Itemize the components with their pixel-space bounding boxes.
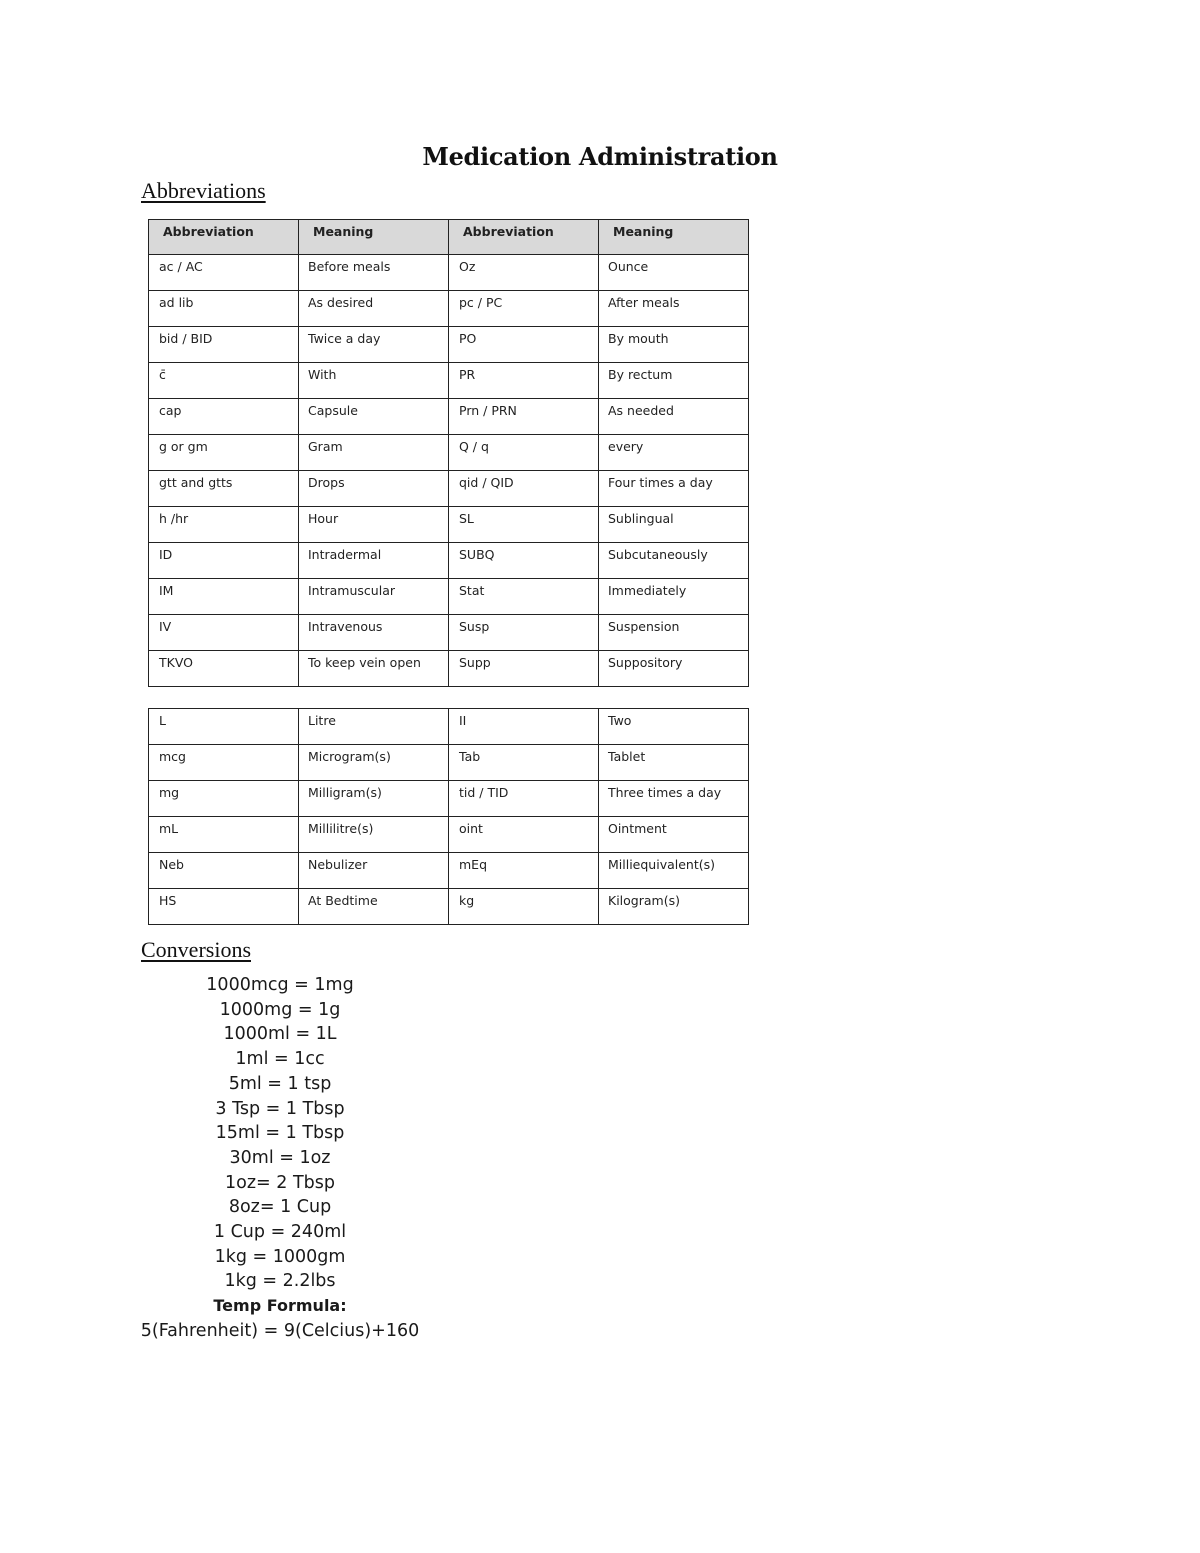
abbreviation-cell: HS: [149, 889, 299, 925]
abbreviation-cell: ID: [149, 543, 299, 579]
abbreviation-cell: Q / q: [449, 435, 599, 471]
abbreviation-cell: PR: [449, 363, 599, 399]
abbreviation-cell: mg: [149, 781, 299, 817]
meaning-cell: Ounce: [599, 255, 749, 291]
conversion-line: 1000ml = 1L: [223, 1024, 337, 1045]
meaning-cell: Millilitre(s): [299, 817, 449, 853]
meaning-cell: Suppository: [599, 651, 749, 687]
abbreviations-heading: Abbreviations: [141, 178, 266, 203]
abbreviation-cell: Supp: [449, 651, 599, 687]
abbreviation-cell: Stat: [449, 579, 599, 615]
abbreviation-cell: Tab: [449, 745, 599, 781]
meaning-cell: Twice a day: [299, 327, 449, 363]
abbreviation-cell: Susp: [449, 615, 599, 651]
abbreviation-cell: kg: [449, 889, 599, 925]
meaning-cell: Milliequivalent(s): [599, 853, 749, 889]
conversion-line: 1000mg = 1g: [219, 999, 341, 1020]
conversion-line: 1kg = 1000gm: [214, 1246, 346, 1267]
conversion-line: 1 Cup = 240ml: [213, 1222, 347, 1243]
column-header: Abbreviation: [149, 220, 299, 255]
conversion-line: 1oz= 2 Tbsp: [225, 1172, 335, 1193]
table-row: [149, 853, 749, 889]
abbreviation-cell: PO: [449, 327, 599, 363]
abbreviations-table-continued: [148, 708, 749, 925]
conversion-line: 3 Tsp = 1 Tbsp: [215, 1098, 345, 1119]
meaning-cell: Before meals: [299, 255, 449, 291]
abbreviations-table: [148, 219, 749, 687]
table-row: [149, 543, 749, 579]
table-row: [149, 781, 749, 817]
meaning-cell: Immediately: [599, 579, 749, 615]
column-header: Abbreviation: [449, 220, 599, 255]
abbreviation-cell: oint: [449, 817, 599, 853]
abbreviation-cell: Prn / PRN: [449, 399, 599, 435]
conversion-line: 5ml = 1 tsp: [228, 1073, 332, 1094]
meaning-cell: With: [299, 363, 449, 399]
abbreviation-cell: pc / PC: [449, 291, 599, 327]
meaning-cell: Intramuscular: [299, 579, 449, 615]
conversion-line: 30ml = 1oz: [229, 1147, 331, 1168]
table-row: [149, 817, 749, 853]
abbreviation-cell: II: [449, 709, 599, 745]
conversion-line: 1ml = 1cc: [235, 1049, 325, 1070]
meaning-cell: Three times a day: [599, 781, 749, 817]
meaning-cell: Gram: [299, 435, 449, 471]
table-row: [149, 435, 749, 471]
meaning-cell: Litre: [299, 709, 449, 745]
abbreviation-cell: TKVO: [149, 651, 299, 687]
abbreviation-cell: c̄: [149, 363, 299, 399]
abbreviation-cell: IV: [149, 615, 299, 651]
meaning-cell: Hour: [299, 507, 449, 543]
page-title: Medication Administration: [422, 142, 778, 171]
table-header-row: [149, 220, 749, 255]
conversion-line: 1000mcg = 1mg: [206, 975, 354, 995]
meaning-cell: Microgram(s): [299, 745, 449, 781]
abbreviation-cell: qid / QID: [449, 471, 599, 507]
table-row: [149, 255, 749, 291]
temp-formula-title: Temp Formula:: [213, 1296, 347, 1316]
table-row: [149, 291, 749, 327]
abbreviation-cell: g or gm: [149, 435, 299, 471]
meaning-cell: By mouth: [599, 327, 749, 363]
abbreviation-cell: SUBQ: [449, 543, 599, 579]
table-row: [149, 651, 749, 687]
table-row: [149, 327, 749, 363]
meaning-cell: Four times a day: [599, 471, 749, 507]
meaning-cell: Sublingual: [599, 507, 749, 543]
meaning-cell: As desired: [299, 291, 449, 327]
abbreviation-cell: IM: [149, 579, 299, 615]
meaning-cell: Subcutaneously: [599, 543, 749, 579]
column-header: Meaning: [299, 220, 449, 255]
abbreviation-cell: Neb: [149, 853, 299, 889]
abbreviation-cell: cap: [149, 399, 299, 435]
meaning-cell: To keep vein open: [299, 651, 449, 687]
table-row: [149, 471, 749, 507]
abbreviation-cell: h /hr: [149, 507, 299, 543]
abbreviation-cell: L: [149, 709, 299, 745]
conversions-heading: Conversions: [141, 937, 251, 962]
meaning-cell: Drops: [299, 471, 449, 507]
meaning-cell: Intravenous: [299, 615, 449, 651]
meaning-cell: Milligram(s): [299, 781, 449, 817]
meaning-cell: Ointment: [599, 817, 749, 853]
meaning-cell: Two: [599, 709, 749, 745]
meaning-cell: By rectum: [599, 363, 749, 399]
column-header: Meaning: [599, 220, 749, 255]
abbreviation-cell: mcg: [149, 745, 299, 781]
abbreviation-cell: Oz: [449, 255, 599, 291]
meaning-cell: Tablet: [599, 745, 749, 781]
meaning-cell: As needed: [599, 399, 749, 435]
meaning-cell: Kilogram(s): [599, 889, 749, 925]
meaning-cell: Nebulizer: [299, 853, 449, 889]
table-row: [149, 745, 749, 781]
abbreviation-cell: mL: [149, 817, 299, 853]
table-row: [149, 363, 749, 399]
conversion-line: 15ml = 1 Tbsp: [215, 1123, 345, 1144]
table-row: [149, 889, 749, 925]
table-row: [149, 615, 749, 651]
abbreviation-cell: mEq: [449, 853, 599, 889]
meaning-cell: Intradermal: [299, 543, 449, 579]
abbreviation-cell: ac / AC: [149, 255, 299, 291]
table-row: [149, 709, 749, 745]
abbreviation-cell: bid / BID: [149, 327, 299, 363]
abbreviation-cell: SL: [449, 507, 599, 543]
table-row: [149, 507, 749, 543]
abbreviation-cell: gtt and gtts: [149, 471, 299, 507]
conversion-line: 1kg = 2.2lbs: [224, 1271, 336, 1292]
meaning-cell: After meals: [599, 291, 749, 327]
table-row: [149, 579, 749, 615]
temp-formula: 5(Fahrenheit) = 9(Celcius)+160: [140, 1320, 420, 1341]
abbreviation-cell: ad lib: [149, 291, 299, 327]
meaning-cell: At Bedtime: [299, 889, 449, 925]
meaning-cell: Capsule: [299, 399, 449, 435]
meaning-cell: Suspension: [599, 615, 749, 651]
table-row: [149, 399, 749, 435]
abbreviation-cell: tid / TID: [449, 781, 599, 817]
meaning-cell: every: [599, 435, 749, 471]
conversions-list: [140, 973, 420, 1344]
conversion-line: 8oz= 1 Cup: [228, 1197, 332, 1218]
